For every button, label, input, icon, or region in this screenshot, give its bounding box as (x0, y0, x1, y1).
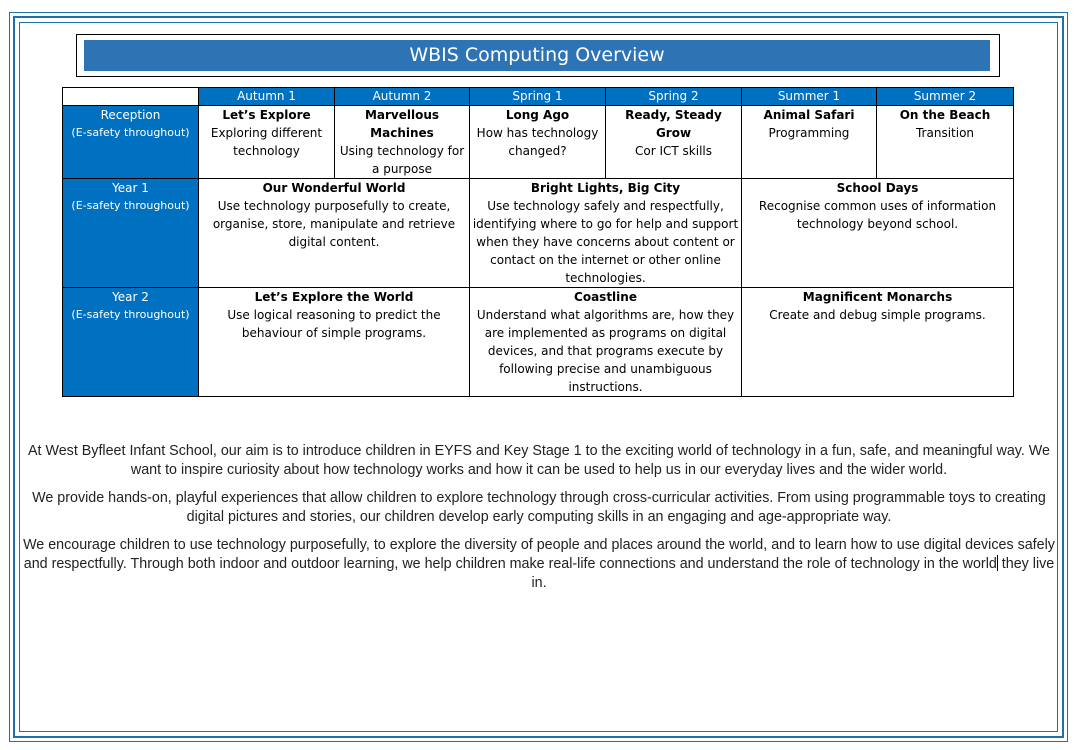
row-header-year-2 (63, 288, 199, 397)
row-label: Year 1 (112, 181, 149, 195)
topic-cell (742, 106, 877, 179)
row-header-year-1 (63, 179, 199, 288)
topic-cell (199, 179, 470, 288)
intro-paragraph-3 (22, 536, 1056, 593)
topic-text: Cor ICT skills (635, 144, 712, 158)
topic-title: School Days (836, 181, 919, 195)
topic-title: Animal Safari (763, 108, 855, 122)
topic-cell (606, 106, 742, 179)
row-sublabel: (E-safety throughout) (71, 308, 190, 321)
topic-cell (335, 106, 470, 179)
term-header: Summer 1 (742, 88, 877, 106)
intro-paragraph-1: At West Byfleet Infant School, our aim is to introduce children in EYFS and Key Stage 1 to the exciting world of technology in a fun, safe, and meaningful way. We want to inspire curiosity about how technology works and how it can be used to help us in our everyday lives and the wider world. (28, 443, 1050, 478)
table-row-reception (63, 106, 1014, 179)
topic-text: Use technology purposefully to create, organise, store, manipulate and retrieve digital content. (212, 199, 456, 249)
topic-text: Recognise common uses of information technology beyond school. (758, 199, 997, 231)
topic-text: Use logical reasoning to predict the behaviour of simple programs. (227, 308, 441, 340)
row-header-reception (63, 106, 199, 179)
topic-cell (742, 179, 1014, 288)
topic-title: Ready, Steady Grow (625, 108, 722, 140)
topic-text: How has technology changed? (476, 126, 599, 158)
topic-title: Our Wonderful World (262, 181, 406, 195)
curriculum-table (62, 87, 1014, 397)
topic-text: Use technology safely and respectfully, identifying where to go for help and support when they have concerns about content or contact on the internet or other online technologies. (472, 199, 739, 285)
topic-title: Coastline (574, 290, 637, 304)
topic-cell (742, 288, 1014, 397)
topic-title: On the Beach (899, 108, 991, 122)
term-header: Spring 2 (606, 88, 742, 106)
row-label: Reception (100, 108, 161, 122)
topic-text: Create and debug simple programs. (769, 308, 986, 322)
intro-paragraph-2: We provide hands-on, playful experiences that allow children to explore technology through cross-curricular activities. From using programmable toys to creating digital pictures and stories, our children develop early computing skills in an engaging and age-appropriate way. (32, 490, 1046, 525)
topic-text: Using technology for a purpose (339, 144, 465, 176)
topic-title: Marvellous Machines (364, 108, 440, 140)
topic-title: Magnificent Monarchs (802, 290, 953, 304)
row-sublabel: (E-safety throughout) (71, 199, 190, 212)
topic-cell (199, 106, 335, 179)
intro-paragraph-3-end: they live in. (531, 556, 1055, 591)
topic-title: Let’s Explore the World (254, 290, 414, 304)
title-box (76, 34, 1000, 77)
topic-cell (470, 106, 606, 179)
topic-cell (470, 288, 742, 397)
table-header-row (63, 88, 1014, 106)
page-title: WBIS Computing Overview (84, 40, 990, 71)
topic-text: Understand what algorithms are, how they are implemented as programs on digital devices, and that programs execute by following precise and unambiguous instructions. (476, 308, 735, 394)
term-header: Summer 2 (877, 88, 1014, 106)
topic-text: Transition (915, 126, 975, 140)
topic-cell (470, 179, 742, 288)
topic-title: Bright Lights, Big City (530, 181, 681, 195)
term-header: Spring 1 (470, 88, 606, 106)
table-corner-cell (63, 88, 199, 106)
topic-text: Exploring different technology (210, 126, 323, 158)
intro-text-area[interactable] (22, 442, 1056, 602)
intro-paragraph-3-text: We encourage children to use technology purposefully, to explore the diversity of people and places around the world, and to learn how to use digital devices safely and respectfully. Through both indoor and outdoor learning, we help children make real-life connections and understand the role of technology in the world (23, 537, 1055, 572)
row-label: Year 2 (112, 290, 149, 304)
table-row-year-1 (63, 179, 1014, 288)
topic-title: Long Ago (505, 108, 570, 122)
topic-text: Programming (768, 126, 850, 140)
table-row-year-2 (63, 288, 1014, 397)
term-header: Autumn 2 (335, 88, 470, 106)
topic-title: Let’s Explore (222, 108, 311, 122)
row-sublabel: (E-safety throughout) (71, 126, 190, 139)
topic-cell (199, 288, 470, 397)
topic-cell (877, 106, 1014, 179)
term-header: Autumn 1 (199, 88, 335, 106)
